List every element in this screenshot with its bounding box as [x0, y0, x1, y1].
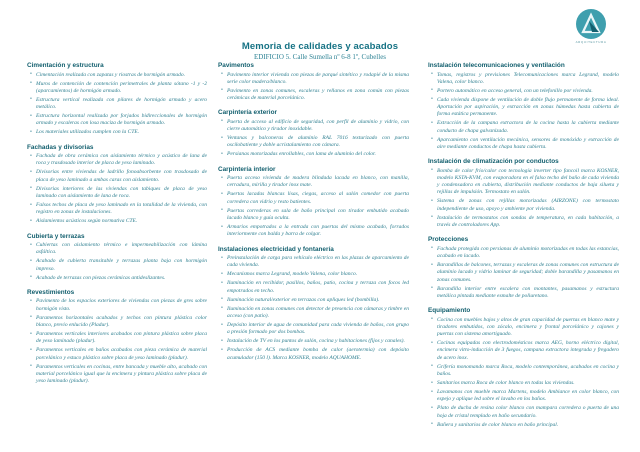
company-logo-icon [575, 8, 607, 40]
bullet-item: • Iluminación en zonas comunes con detector de presencia con cámaras y timbre en acceso (con patio). [227, 306, 409, 321]
bullet-item: • Sistema de zonas con rejillas motorizadas (AIRZONE) con termostato independiente de uso, apoyo y ambiente por vivienda. [437, 198, 619, 213]
spec-section [27, 289, 207, 385]
bullet-item: • Ventanas y balconeras de aluminio RAL 7016 texturizado con puerta oscilobatiente y doble acristalamiento con cámara. [227, 135, 409, 150]
spec-section [428, 236, 619, 300]
bullet-item: • Mecanismos marca Legrand, modelo Valena, color blanco. [227, 271, 409, 278]
bullet-list [218, 119, 409, 159]
section-heading: Pavimentos [218, 62, 254, 69]
bullet-item: • Bomba de calor frío/calor con tecnología inverter tipo fancoil marca KOSNER, modelo KSTA-KVM, con evaporadora en el falso techo del baño de cada vivienda y condensadora en cubierta, distribución mediante conductos de baja silueta y rejillas de impulsión. Termostato en salón. [437, 168, 619, 197]
page-subtitle: EDIFICIO 5. Calle Sumella nº 6-8 1º, Cubelles [253, 53, 387, 61]
bullet-list [428, 72, 619, 152]
column-middle [218, 60, 409, 369]
bullet-item: • Paramentos verticales en baños acabados con pieza cerámica de material porcelánico y estuco plástico sobre placa de yeso laminado (pladur). [36, 347, 207, 362]
bullet-item: • Instalación de termostatos con sondas de temperatura, en cada habitación, a través de controladores App. [437, 215, 619, 230]
bullet-item: • Fachada protegida con persianas de aluminio motorizadas en todas las estancias, acabado en lacado. [437, 246, 619, 261]
bullet-item: • Grifería monomando marca Roca, modelo contemporánea, acabados en cocina y baños. [437, 364, 619, 379]
section-heading: Carpintería exterior [218, 109, 277, 117]
bullet-item: • Lavamanos con mueble marca Martens, modelo Ambiance en color blanco, con espejo y aplique led sobre el lavabo en los baños. [437, 389, 619, 404]
bullet-item: • Cada vivienda dispone de ventilación de doble flujo permanente de forma ideal. Aportación por aspiración, y extracción en zonas húmedas hasta cubierta de forma estática permanente. [437, 97, 619, 119]
bullet-item: • Pavimento en zonas comunes, escaleras y rellanos en zona común con piezas cerámicas de material porcelánico. [227, 88, 409, 103]
section-heading: Instalación de climatización por conductos [428, 158, 559, 166]
bullet-item: • Paramentos verticales en cocinas, entre bancada y mueble alto, acabado con material porcelánico igual que la encimera y pintura plástica sobre placa de yeso laminado (pladur). [36, 364, 207, 386]
bullet-item: • Iluminación en recibidor, pasillos, baños, patio, cocina y terraza con focos led empotrados en techo. [227, 280, 409, 295]
bullet-item: • Aparcamiento con ventilación mecánica, sensores de monóxido y extracción de aire mediante conductos de chapa hasta cubierta. [437, 137, 619, 152]
bullet-item: • Los materiales utilizados cumplen con la CTE. [36, 129, 207, 136]
bullet-item: • Muros de contención de contención perimetrales de planta sótano -1 y -2 (aparcamientos) de hormigón armado. [36, 81, 207, 96]
bullet-item: • Barandilla interior entre escalera con montantes, pasamanos y estructura metálica pintada mediante esmalte de poliuretano. [437, 286, 619, 301]
bullet-item: • Depósito interior de agua de comunidad para cada vivienda de baños, con grupo a presión formado por dos bombas. [227, 322, 409, 337]
bullet-item: • Acabado de terrazas con piezas cerámicas antideslizantes. [36, 275, 207, 282]
bullet-item: • Preinstalación de carga para vehículo eléctrico en las plazas de aparcamiento de cada vivienda. [227, 255, 409, 270]
bullet-item: • Extracción de la campana extractora de la cocina hasta la cubierta mediante conducto de chapa galvanizada. [437, 120, 619, 135]
bullet-item: • Cocina con muebles bajos y altos de gran capacidad de puertas en blanco mate y tiradores embutidos, con zócalo, encimera y frontal porcelánico y cajones y puertas con sistema amortiguado. [437, 317, 619, 339]
section-heading: Revestimientos [27, 288, 75, 296]
spec-section [27, 233, 207, 282]
bullet-item: • Persianas motorizadas enrollables, con lama de aluminio del color. [227, 151, 409, 158]
bullet-item: • Divisorias interiores de las viviendas con tabiques de placa de yeso laminado con aislamiento de lana de roca. [36, 186, 207, 201]
bullet-item: • Producción de ACS mediante bomba de calor (aerotermia) con depósito acumulador (150 l). Marca KOSNER, modelo AQUAHOME. [227, 347, 409, 362]
column-left [27, 60, 207, 392]
bullet-item: • Instalación de TV en los puntos de salón, cocina y habitaciones (fijos y canales). [227, 338, 409, 345]
spec-section [27, 62, 207, 137]
bullet-item: • Puerta de acceso al edificio de seguridad, con perfil de aluminio y vidrio, con cierre automático y tirador inoxidable. [227, 119, 409, 134]
bullet-list [27, 242, 207, 282]
spec-section [218, 246, 409, 362]
company-logo-caption: ARQUITECTURA [575, 40, 607, 44]
spec-section [428, 158, 619, 229]
bullet-item: • Pavimento de los espacios exteriores de viviendas con piezas de gres sobre hormigón visto. [36, 298, 207, 313]
bullet-item: • Puertas correderas en sala de baño principal con tirador embutido acabado lacado blanco y guía oculta. [227, 208, 409, 223]
bullet-item: • Tomas, registros y previsiones Telecomunicaciones marca Legrand, modelo Valena, color blanco. [437, 72, 619, 87]
bullet-item: • Cubiertas con aislamiento térmico e impermeabilización con lámina asfáltica. [36, 242, 207, 257]
bullet-item: • Cocinas equipadas con electrodomésticos marca AEG, horno eléctrico digital, encimera vitro-inducción de 3 fuegos, campana extractora integrada y fregadero de acero inox. [437, 340, 619, 362]
section-heading: Protecciones [428, 236, 469, 244]
section-heading: Instalaciones electricidad y fontanería [218, 245, 334, 253]
column-right [428, 60, 619, 436]
bullet-list [428, 168, 619, 230]
section-heading: Cubierta y terrazas [27, 232, 85, 240]
bullet-list [27, 298, 207, 385]
bullet-item: • Estructura vertical realizada con pilares de hormigón armado y acero metálico. [36, 97, 207, 112]
spec-section [218, 166, 409, 239]
bullet-item: • Acabado de cubierta transitable y terrazas planta baja con hormigón impreso. [36, 258, 207, 273]
bullet-list [428, 246, 619, 300]
spec-section [428, 62, 619, 151]
spec-section [428, 307, 619, 429]
page-title: Memoria de calidades y acabados [241, 41, 399, 52]
spec-section [218, 62, 409, 102]
spec-section [218, 109, 409, 158]
bullet-list [428, 317, 619, 429]
bullet-item: • Fachada de obra cerámica con aislamiento térmico y acústico de lana de roca y trasdosado interior de placa de yeso laminado. [36, 153, 207, 168]
bullet-item: • Puerta acceso vivienda de madera blindada lacada en blanco, con manilla, cerradura, mirilla y tirador inox mate. [227, 175, 409, 190]
bullet-item: • Puertas lacadas blancas lisas, ciegas, acceso al salón comedor con puerta corredera con vidrio y resto batientes. [227, 191, 409, 206]
bullet-item: • Iluminación natural/exterior en terrazas con apliques led (bombilla). [227, 297, 409, 304]
spec-section [27, 144, 207, 226]
section-heading: Equipamiento [428, 307, 471, 315]
section-heading: Carpintería interior [218, 165, 276, 173]
bullet-item: • Paramentos horizontales acabados y techos con pintura plástica color blanco, previo enlucido (Pladur). [36, 315, 207, 330]
bullet-item: • Plato de ducha de resina color blanco con mampara corredera o puerta de una hoja de cristal templado en baño secundario. [437, 405, 619, 420]
bullet-list [27, 72, 207, 137]
bullet-item: • Paramentos verticales interiores acabados con pintura plástica sobre placa de yeso laminado (pladur). [36, 331, 207, 346]
bullet-item: • Bañera y sanitarios de color blanco en baño principal. [437, 422, 619, 429]
bullet-item: • Cimentación realizada con zapatas y riostras de hormigón armado. [36, 72, 207, 79]
bullet-list [27, 153, 207, 225]
bullet-item: • Aislamientos acústicos según normativa CTE. [36, 218, 207, 225]
bullet-item: • Falsos techos de placa de yeso laminado en la totalidad de la vivienda, con registro en zonas de instalaciones. [36, 202, 207, 217]
bullet-item: • Armarios empotrados a la entrada con puertas del mismo acabado, forrados interiormente con balda y barra de colgar. [227, 224, 409, 239]
section-heading: Fachadas y divisorias [27, 143, 94, 151]
bullet-item: • Divisorias entre viviendas de ladrillo fonoabsorbente con trasdosado de placa de yeso laminado a ambas caras con aislamiento. [36, 169, 207, 184]
bullet-list [218, 72, 409, 103]
bullet-item: • Portero automático en acceso general, con un telefonillo por vivienda. [437, 88, 619, 95]
bullet-item: • Estructura horizontal realizada por forjados bidireccionales de hormigón armado y escaleras con losa maciza de hormigón armado. [36, 113, 207, 128]
bullet-item: • Sanitarios marca Roca de color blanco en todas las viviendas. [437, 380, 619, 387]
bullet-item: • Barandillas de balcones, terrazas y escaleras de zonas comunes con estructura de aluminio lacado y vidrio laminar de seguridad; doble barandilla y pasamanos en zonas comunes. [437, 262, 619, 284]
bullet-list [218, 175, 409, 238]
bullet-list [218, 255, 409, 362]
bullet-item: • Pavimento interior vivienda con piezas de parqué sintético y rodapié de la misma serie color madera/blanco. [227, 72, 409, 87]
section-heading: Instalación telecomunicaciones y ventilación [428, 62, 565, 69]
section-heading: Cimentación y estructura [27, 62, 104, 69]
